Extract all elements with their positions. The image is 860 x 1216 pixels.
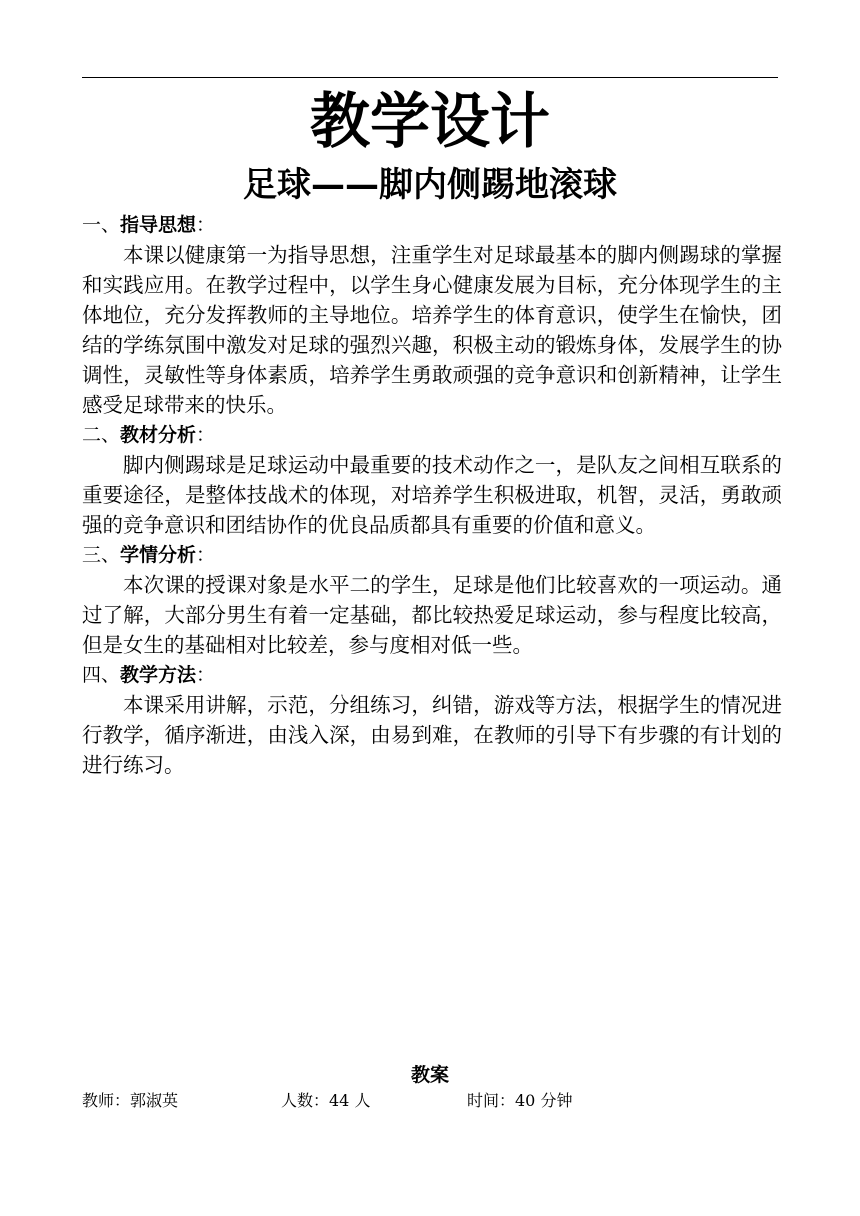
section-heading-colon: ： (196, 664, 216, 686)
duration-info: 时间：40 分钟 (467, 1091, 573, 1110)
section-number: 二、 (82, 424, 121, 446)
section-paragraph: 本课以健康第一为指导思想，注重学生对足球最基本的脚内侧踢球的掌握和实践应用。在教学过程中，以学生身心健康发展为目标，充分体现学生的主体地位，充分发挥教师的主导地位。培养学生的体育意识，使学生在愉快，团结的学练氛围中激发对足球的强烈兴趣，积极主动的锻炼身体，发展学生的协调性，灵敏性等身体素质，培养学生勇敢顽强的竞争意识和创新精神，让学生感受足球带来的快乐。 (82, 243, 782, 417)
section-heading (82, 420, 782, 450)
section-heading-text: 教学方法 (120, 664, 197, 686)
student-count-info: 人数：44 人 (281, 1091, 371, 1110)
section-heading-text: 学情分析 (120, 544, 197, 566)
section-heading (82, 210, 782, 240)
section-teaching-methods (82, 660, 782, 780)
section-material-analysis (82, 420, 782, 540)
section-number: 三、 (82, 544, 121, 566)
section-paragraph: 本课采用讲解，示范，分组练习，纠错，游戏等方法，根据学生的情况进行教学，循序渐进，由浅入深，由易到难，在教师的引导下有步骤的有计划的进行练习。 (82, 693, 782, 777)
section-heading-colon: ： (196, 214, 216, 236)
document-title: 教学设计 (310, 87, 550, 157)
section-guiding-ideology (82, 210, 782, 420)
document-body (82, 210, 782, 780)
section-heading (82, 660, 782, 690)
section-heading-colon: ： (196, 424, 216, 446)
section-number: 一、 (82, 214, 121, 236)
section-heading (82, 540, 782, 570)
section-heading-colon: ： (196, 544, 216, 566)
section-student-analysis (82, 540, 782, 660)
section-paragraph: 脚内侧踢球是足球运动中最重要的技术动作之一，是队友之间相互联系的重要途径，是整体技战术的体现，对培养学生积极进取，机智，灵活，勇敢顽强的竞争意识和团结协作的优良品质都具有重要的价值和意义。 (82, 453, 782, 537)
section-heading-text: 指导思想 (120, 214, 197, 236)
lesson-plan-info-row (82, 1089, 778, 1113)
section-heading-text: 教材分析 (120, 424, 197, 446)
document-subtitle: 足球——脚内侧踢地滚球 (243, 165, 617, 205)
top-horizontal-rule (82, 77, 778, 78)
lesson-plan-title: 教案 (410, 1064, 449, 1086)
section-number: 四、 (82, 664, 121, 686)
teacher-info: 教师：郭淑英 (82, 1091, 179, 1110)
section-paragraph: 本次课的授课对象是水平二的学生，足球是他们比较喜欢的一项运动。通过了解，大部分男生有着一定基础，都比较热爱足球运动，参与程度比较高，但是女生的基础相对比较差，参与度相对低一些。 (82, 573, 782, 657)
